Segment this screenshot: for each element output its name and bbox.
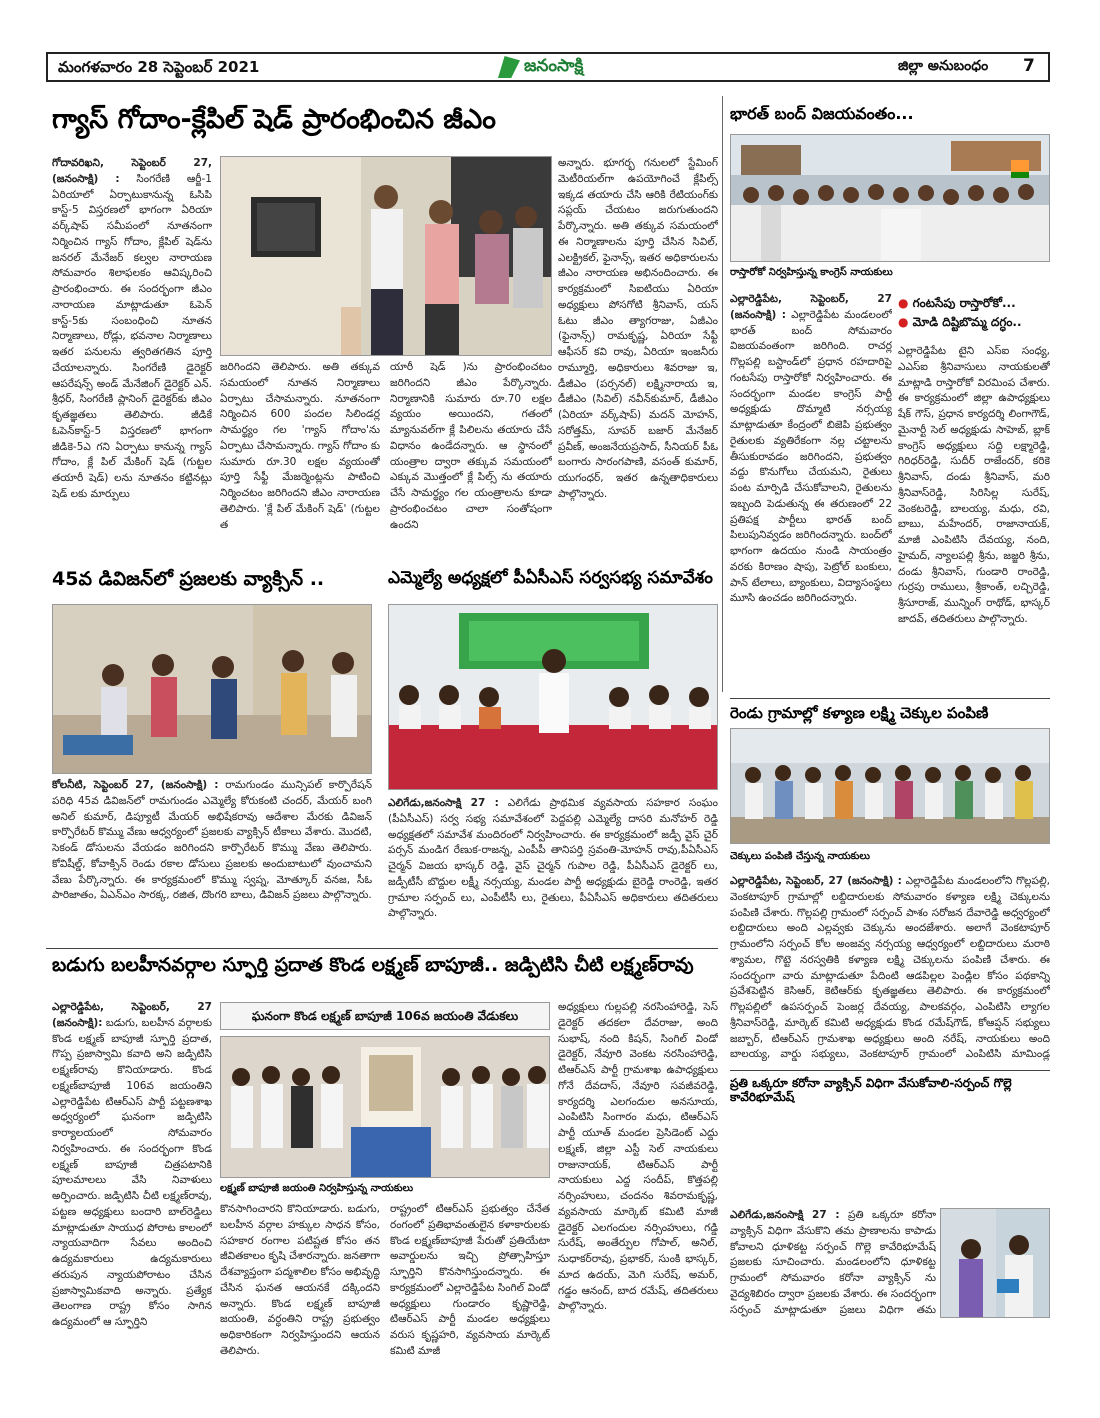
section-divider (730, 1070, 1050, 1071)
story2-highlight-1-text: గంటసేపు రాస్తారోకో... (912, 296, 1016, 310)
section-divider (46, 948, 718, 949)
story6-col4: అధ్యక్షులు గుల్లపల్లి నరసింహారెడ్డి, సెస్ డైరెక్టర్ తదకలా దేవరాజు, అంది సుభాష్, నంది కిషన్, సింగిల్ విండో డైరెక్టర్, నేవూరి వెంకట నరసింహారెడ్డి, టిఆర్ఎస్ పార్టీ గ్రామశాఖ ఉపాధ్యక్షులు గోనే దేవదాస్, నేవూరి సవజీవరెడ్డి, కార్యదర్శి ఎలగందుల అనసూయ, ఎంపిటిసి సింగారం మధు, టిఆర్ఎస్ పార్టీ యూత్ మండల ప్రెసిడెంట్ ఎద్దు లక్ష్మణ్, జిల్లా ఎస్టీ సెల్ నాయకులు రాజునాయక్, టిఆర్ఎస్ పార్టీ నాయకులు ఎద్ద సందీప్, కొత్తపల్లి నర్సింహులు, చందనం శివరామకృష్ణ, వ్యవసాయ మార్కెట్ కమిటి మాజీ డైరెక్టర్ ఎలగందుల నర్సింహులు, గడ్డి సురేష్, అంతేర్పుల గోపాల్, అనిల్, సుధాకర్‌రావు, ప్రభాకర్, సుంకి భాస్కర్, మాద ఉదయ్, మెగి సురేష్, అమర్, గడ్డం ఆనంద్, బాద రమేష్, తదితరులు పాల్గొన్నారు. (558, 1001, 718, 1313)
story3-dateline: కోలనీటి, సెప్టెంబర్ 27, (జనంసాక్షి) : (52, 779, 219, 791)
story5-body (730, 874, 1050, 1064)
story1-col4: అన్నారు. భూగర్భ గనులలో స్టేమింగ్ మెటీరియల్‌గా ఉపయోగించే క్లేపిల్స్ ఇక్కడ తయారు చేసి ఆరికి రేటియంగ్‌కు సప్లయ్ చేయటం జరుగుతుందని పేర్కొన్నారు. అతి తక్కువ సమయంలో ఈ నిర్మాణాలను పూర్తి చేసిన సివిల్, ఎలక్ట్రికల్, ఫైనాన్స్, ఇతర అధికారులను జీఎం నారాయణ అభినందించారు. ఈ కార్యక్రమంలో సిఐటియు ఏరియా అధ్యక్షులు పోసగోటి శ్రీనివాస్, యస్ ఓటు జీఎం త్యాగరాజు, ఏజీఎం (ఫైనాన్స్) రామకృష్ణ, ఏరియా సేఫ్టీ ఆఫీసర్ కవి రావు, ఏరియా ఇంజనీరు రామ్మూర్తి, అధికారులు శివరాజు ఇ, డీజీఎం (పర్సనల్) లక్ష్మినారాయ ఇ, డీజీఎం (సివిల్) నవీన్‌కుమార్, డీజీఎం (ఏరియా వర్క్‌షాప్) మదన్ మోహన్, సరోత్తమ్, సూపర్ బజార్ మేనేజర్ ప్రవీణ్, అంజనేయప్రసాద్, సీనియర్ పీఓ బంగారు సారంగపాణి, వసంత్ కుమార్, యుగంధర్, ఇతర ఉన్నతాధికారులు పాల్గొన్నారు. (558, 157, 718, 500)
story1-photo-image (221, 157, 552, 356)
section-name: జిల్లా అనుబంధం (898, 58, 989, 74)
story1-dateline: గోదావరిఖని, సెప్టెంబర్ 27, (జనంసాక్షి) : (52, 157, 212, 185)
story4-headline: ఎమ్మెల్యే అధ్యక్షలో పీఏసీఎస్ సర్వసభ్య సమావేశం (388, 568, 713, 588)
story1-photo (220, 156, 552, 356)
story6-photo-image (221, 1037, 550, 1178)
story5-headline: రెండు గ్రామాల్లో కళ్యాణ లక్ష్మి చెక్కుల పంపిణి (730, 704, 989, 722)
story6-caption: లక్ష్మణ్ బాపూజీ జయంతి నిర్వహిస్తున్న నాయకులు (220, 1183, 414, 1194)
story4-body (388, 796, 718, 942)
story7-text: ప్రతి ఒక్కరూ కరోనా వ్యాక్సిన్ విధిగా వేసుకొని తమ ప్రాణాలను కాపాడు కోవాలని ధూళికట్ట సర్పంచ్ గొల్లె కావేరిభూమేష్ ప్రజలకు సూచించారు. మండలంలోని ధూళికట్ట గ్రామంలో సోమవారం కరోనా వ్యాక్సిన్ ను వైద్యశిబిరం ద్వారా ప్రజలకు వేశారు. ఈ సందర్భంగా సర్పంచ్ మాట్లాడుతూ ప్రజలు విధిగా తమ (730, 1209, 936, 1316)
story1-col1 (52, 156, 212, 556)
story6-banner: ఘనంగా కొండ లక్ష్మణ్ బాపూజీ 106వ జయంతి వేడుకలు (220, 1002, 550, 1030)
logo-mark-icon (498, 56, 520, 78)
masthead (46, 52, 1050, 82)
story2-highlights (898, 294, 1050, 332)
story6-text-col1: బడుగు, బలహీన వర్గాలకు కొండ లక్ష్మణ్ బాపూజీ స్ఫూర్తి ప్రదాత, గొప్ప ప్రజాస్వామి కవాది అని జడ్పిటిసి లక్ష్మణ్‌రావు కొనియాడారు. కొండ లక్ష్మణ్‌బాపూజీ 106వ జయంతిని ఎల్లారెడ్డిపేట టిఆర్ఎస్ పార్టీ పట్టణశాఖ అధ్వర్యంలో ఘనంగా జడ్పిటిసి కార్యాలయంలో సోమవారం నిర్వహించారు. ఈ సందర్భంగా కొండ లక్ష్మణ్ బాపూజీ చిత్రపటానికి పూలమాలలు వేసి నివాళులు అర్పించారు. జడ్పిటిసి చీటి లక్ష్మణ్‌రావు, పట్టణ అధ్యక్షులు బందారి బాల్‌రెడ్డిలు మాట్లాడుతూ సాయుధ పోరాట కాలంలో న్యాయవాదిగా సేవలు అందించి ఉద్యమకారులు ఉద్యమకారులు తరుపున న్యాయపోరాటం చేసిన ప్రజాస్వామికవాది అన్నారు. ప్రత్యేక తెలంగాణ రాష్ట్ర కోసం సాగిన ఉద్యమంలో ఆ స్ఫూర్తిని (52, 1016, 212, 1328)
story2-photo-image (731, 135, 1050, 262)
story1-col2: జరిగిందని తెలిపారు. అతి తక్కువ సమయంలో నూతన నిర్మాణాలు ఏర్పాటు చేసామన్నారు. నూతనంగా నిర్మించిన 600 పందల సిలిండర్ల సామర్థ్యం గల 'గ్యాస్ గోదాం'ను ఏర్పాటు చేసామన్నారు. గ్యాస్ గోదాం కు సుమారు రూ.30 లక్షల వ్యయంతో పూర్తి సేఫ్టీ మేజర్మెంట్లను పాటించి నిర్మించటం జరిగిందని జీఎం నారాయణ తెలిపారు. 'క్లే పిల్ మేకింగ్ షెడ్' (గుట్టల త (220, 361, 380, 531)
story5-photo-image (731, 729, 1050, 844)
story6-dateline: ఎల్లారెడ్డిపేట, సెప్టెంబర్, 27 (జనంసాక్షి): (52, 1001, 212, 1029)
issue-date: మంగళవారం 28 సెప్టెంబర్ 2021 (58, 58, 260, 76)
story6-col1 (52, 1000, 212, 1410)
story7-dateline: ఎలిగేడు,జనంసాక్షి 27 : (730, 1209, 840, 1221)
story2-text-col1: ఎల్లారెడ్డిపేట మండలంలో భారత్ బంద్ సోమవారం విజయవంతంగా జరిగింది. రాచర్ల గొల్లపల్లి బస్టాండ్‌లో ప్రధాన రహదారిపై గంటసేపు రాస్తారోకో నిర్వహించారు. ఈ సందర్భంగా మండల కాంగ్రెస్ పార్టీ అధ్యక్షుడు దొమ్మాటి నర్సయ్య మాట్లాడుతూ కేంద్రంలో బిజెపి ప్రభుత్వం రైతులకు వ్యతిరేకంగా నల్ల చట్టాలను తీసుకురావడం జరిగిందని, ప్రభుత్వం వద్దు కొనుగోలు చేయమని, రైతులు పంట మార్పిడి చేసుకోవాలని, రైతులను ఇబ్బంది పెడుతున్న ఈ తరుణంలో 22 ప్రతిపక్ష పార్టీలు భారత్ బంద్ పిలుపునివ్వడం జరిగిందన్నారు. బంద్‌లో భాగంగా ఉదయం నుండి సాయంత్రం వరకు కిరాణం షాపు, పెట్రోల్ బంకులు, పాన్ టేలాలు, బ్యాంకులు, విద్యాసంస్థలు మూసి ఉంచడం జరిగిందన్నారు. (730, 308, 892, 605)
newspaper-logo (498, 56, 618, 78)
story5-dateline: ఎల్లారెడ్డిపేట, సెప్టెంబర్, 27 (జనంసాక్షి) : (730, 875, 902, 887)
story6-col3: రాష్ట్రంలో టిఆర్ఎస్ ప్రభుత్వం చేనేత రంగంలో ప్రతిభావంతులైన కళాకారులకు కొండ లక్ష్మణ్‌బాపూజీ పేరుతో ప్రతియేటా అవార్డులను ఇచ్చి ప్రోత్సాహిస్తూ స్ఫూర్తిని కొనసాగిస్తుందన్నారు. ఈ కార్యక్రమంలో ఎల్లారెడ్డిపేట సింగిల్ విండో అధ్యక్షులు గుండారం కృష్ణారెడ్డి, టిఆర్ఎస్ పార్టీ మండల అధ్యక్షులు వరుస కృష్ణహరి, వ్యవసాయ మార్కెట్ కమిటి మాజీ (390, 1203, 550, 1357)
page-number: 7 (1023, 56, 1035, 76)
story1-headline: గ్యాస్ గోదాం-క్లేపిల్ షెడ్ ప్రారంభించిన జీఎం (52, 104, 496, 135)
column-divider (722, 96, 723, 692)
story2-photo (730, 134, 1050, 262)
story4-dateline: ఎలిగేడు,జనంసాక్షి 27 : (388, 797, 499, 809)
section-divider (730, 698, 1050, 699)
story2-highlight-2 (898, 313, 1050, 332)
story2-col1 (730, 292, 892, 692)
story2-dateline: ఎల్లారెడ్డిపేట, సెప్టెంబర్, 27 (జనంసాక్షి) : (730, 293, 892, 321)
story4-photo-image (389, 605, 718, 790)
story4-photo (388, 604, 718, 790)
story3-text: రామగుండం మున్సిపల్ కార్పొరేషన్ పరిధి 45వ డివిజన్‌లో రామగుండం ఎమ్మెల్యే కోరుకంటి చందర్, మేయర్ బంగి అనిల్ కుమార్, డిప్యూటీ మేయర్ అభిషేకరావు ఆదేశాల మేరకు డివిజన్ కార్పొరేటర్ కొమ్ము వేణు ఆధ్వర్యంలో ప్రజలకు వ్యాక్సిన్ టీకాలు వేశారు. మొదటి, సెకండ్ డోసులను వేయడం జరిగిందని కార్పొరేటర్ కొమ్ము వేణు తెలిపారు. కోవిషీల్డ్, కోవాక్సిన్ రెండు రకాల డోసులు ప్రజలకు అందుబాటులో వుంచామని వేణు పేర్కొన్నారు. ఈ కార్యక్రమంలో కొమ్ము స్వప్న, మోత్కూర్ వనజ, సీఓ పారిజాతం, ఏఎన్ఎం సారక్క, రజిత, దొంగరి బాలు, డివిజన్ ప్రజలు పాల్గొన్నారు. (52, 779, 372, 902)
story2-col2: ఎల్లారెడ్డిపేట టైని ఎస్‌ఐ సంధ్య, ఎఎస్‌ఐ శ్రీనివాసులు నాయకులతో మాట్లాడి రాస్తారోకో విరమింప చేశారు. ఈ కార్యక్రమంలో జిల్లా ఉపాధ్యక్షులు షేక్ గౌస్, ప్రధాన కార్యదర్శి లింగాగౌడ్, మైనార్టీ సెల్ అధ్యక్షుడు సాహెబ్, బ్లాక్ కాంగ్రెస్ అధ్యక్షులు సద్ది లక్ష్మారెడ్డి, గిరిధర్‌రెడ్డి, సుదీర్ రాజేందర్, కరికె శ్రీనివాస్, దండు శ్రీనివాస్, మరి శ్రీనివాస్‌రెడ్డి, సిరిసిల్ల సురేష్, వెంకటరెడ్డి, బాలయ్య, మధు, రవి, బాబు, మహేందర్, రాజానాయక్, మాజీ ఎంపిటిసి దేవయ్య, నంది, హైమద్, న్యాలపల్లి శ్రీను, జజ్జరి శ్రీను, దండు శ్రీనివాస్, గుండారి రాంరెడ్డి, గుర్రపు రాములు, శ్రీకాంత్, లచ్చిరెడ్డి, శ్రీసూరాజ్, మున్నింగ్ రాథోడ్, భాస్కర్ జాదవ్, తదితరులు పాల్గొన్నారు. (898, 345, 1050, 625)
story1-col3: యారీ షెడ్ )ను ప్రారంభించటం జరిగిందని జీఎం పేర్కొన్నారు. నిర్మాణానికి సుమారు రూ.70 లక్షల వ్యయం అయిందని, గతంలో మ్యానువల్‌గా క్లే పిలిలను తయారు చేసే విధానం ఉండేదన్నారు. ఆ స్థానంలో యంత్రాల ద్వారా తక్కువ సమయంలో ఎక్కువ మొత్తంలో క్లే పిల్స్ ను తయారు చేసే సామర్థ్యం గల యంత్రాలను కూడా ప్రారంభించటం చాలా సంతోషంగా ఉందని (390, 361, 552, 531)
story2-highlight-2-text: మోడి దిష్టిబొమ్మ దగ్ధం.. (912, 315, 1022, 330)
story2-headline: భారత్ బంద్ విజయవంతం... (730, 104, 914, 123)
bullet-icon: ● (898, 296, 913, 310)
story3-headline: 45వ డివిజన్‌లో ప్రజలకు వ్యాక్సిన్ .. (52, 568, 325, 590)
story6-headline: బడుగు బలహీనవర్గాల స్ఫూర్తి ప్రదాత కొండ లక్ష్మణ్ బాపూజీ.. జడ్పిటిసి చీటి లక్ష్మణ్‌రావు (52, 954, 694, 976)
story3-photo (52, 604, 372, 774)
story4-text: ఎలిగేడు ప్రాథమిక వ్యవసాయ సహకార సంఘం (పీఏసీఎస్) సర్వ సభ్య సమావేశంలో పెద్దపల్లి ఎమ్మెల్యే దాసరి మనోహర్ రెడ్డి అధ్యక్షతలో సమావేశ మందిరంలో నిర్వహించారు. ఈ కార్యక్రమంలో జడ్పీ వైస్ చైర్ పర్సన్ మండిగ రేణుక-రాజన్న, ఎంపీపీ తానిపర్తి స్రవంతి-మోహన్ రావు,పీఏసీఎస్ చైర్మన్ విజయ భాస్కర్ రెడ్డి, వైస్ చైర్మన్ గుపాల రెడ్డి, పీఏసీఎస్ డైరెక్టర్ లు, జడ్పీటీసీ బొద్దుల లక్ష్మీ నర్సయ్య, మండల పార్టీ అధ్యక్షుడు బైరెడ్డి రాంరెడ్డి, ఇతర గ్రామాల సర్పంచ్ లు, ఎంపీటీసీ లు, రైతులు, పీఏసీఎస్ అధికారులు తదితరులు పాల్గొన్నారు. (388, 797, 718, 920)
story5-text: ఎల్లారెడ్డిపేట మండలంలోని గొల్లపల్లి, వెంకటాపూర్ గ్రామాల్లో లబ్దిదారులకు సోమవారం కళ్యాణ లక్ష్మి చెక్కులను పంపిణి చేశారు. గొల్లపల్లి గ్రామంలో సర్పంచ్ పాశం సరోజన దేవారెడ్డి అధ్వర్యంలో లబ్దిదారులు అంది ఎల్లవ్వకు చెక్కును అందజేశారు. అలాగే వెంకటాపూర్ గ్రామంలోని సర్పంచ్ కోల అంజవ్వ నర్సయ్య ఆధ్వర్యంలో లబ్దిదారులు మరాఠి శ్యామల, గొట్టె నరస్వతికి కళ్యాణ లక్ష్మి చెక్కులను పంపిణి చేశారు. ఈ సందర్భంగా వారు మాట్లాడుతూ పేదింటి ఆడపిల్లల పెండ్లిల కోసం పథకాన్ని ప్రవేశపెట్టిన కెసిఆర్, కెటిఆర్‌కు కృతజ్ఞతలు తెలిపారు. ఈ కార్యక్రమంలో గొల్లపల్లిలో ఉపసర్పంచ్ పెంజర్ల దేవయ్య, పాలకవర్గం, ఎంపిటిసి ల్యాగల శ్రీనివాస్‌రెడ్డి, మార్కెట్ కమిటి అధ్యక్షుడు కొండ రమేష్‌గౌడ్, కోఆప్షన్ సభ్యులు జబ్బార్, టిఆర్ఎస్ గ్రామశాఖ అధ్యక్షులు అంది నరేష్, నాయకులు అంది బాలయ్య, వార్డు సభ్యులు, వెంకటాపూర్ గ్రామంలో ఎంపిటిసి మామిండ్ల (730, 875, 1050, 1061)
story6-col2: కొనసాగించారని కొనియాడారు. బడుగు, బలహీన వర్గాల హక్కుల సాధన కోసం, సహకార రంగాల పటిష్టత కోసం తన జీవితకాలం కృషి చేశారన్నారు. జనతాగా దేశవ్యాప్తంగా పద్మశాలిల కోసం అభివృద్ధి చేసిన ఘనత ఆయనకే దక్కిందని అన్నారు. కొండ లక్ష్మణ్ బాపూజీ జయంతి, వర్ధంతిని రాష్ట్ర ప్రభుత్వం అధికారికంగా నిర్వహిస్తుందని ఆయన తెలిపారు. (220, 1203, 380, 1357)
bullet-icon: ● (898, 315, 913, 330)
story2-highlight-1 (898, 294, 1050, 313)
story6-photo (220, 1036, 550, 1178)
story2-caption: రాస్తారోకో నిర్వహిస్తున్న కాంగ్రెస్ నాయకులు (730, 267, 893, 278)
story1-text-col1: సింగరేణి ఆర్జీ-1 ఏరియాలో ఏర్పాటుకానున్న ఓసిపి కాస్ట్-5 విస్తరణలో భాగంగా ఏరియా వర్క్‌షాప్ సమీపంలో నూతనంగా నిర్మించిన గ్యాస్ గోదాం, క్లేపిల్ షెడ్‌ను జనరల్ మేనేజర్ కల్వల నారాయణ సోమవారం శిలాఫలకం ఆవిష్కరించి ప్రారంభించారు. ఈ సందర్భంగా జీఎం నారాయణ మాట్లాడుతూ ఓపెన్ కాస్ట్-5కు సంబంధించి నూతన నిర్మాణాలు, రోడ్లు, భవనాల నిర్మాణాలు ఇతర పనులను త్వరితగతిన పూర్తి చేయాలన్నారు. సింగరేణి డైరెక్టర్ ఆపరేషన్స్ అండ్ మేనేజింగ్ డైరెక్టర్ ఎన్. శ్రీధర్, సింగరేణి ప్లానింగ్ డైరెక్టర్‌కు జీఎం కృతజ్ఞతలు తెలిపారు. జీడికే ఓపెన్‌కాస్ట్-5 విస్తరణలో భాగంగా జీడికె-5ఎ గని ఏర్పాటు కానున్న గ్యాస్ గోదాం, క్లే పిల్ మేకింగ్ షెడ్ (గుట్టల తయారీ షెడ్) లను నూతనం కట్టినట్లు షెడ్ లకు మార్పులు (52, 172, 212, 500)
story7-photo (940, 1208, 1050, 1318)
story5-caption: చెక్కులు పంపిణి చేస్తున్న నాయకులు (730, 851, 870, 862)
story7-photo-image (941, 1209, 1050, 1318)
logo-text: జనంసాక్షి (524, 56, 584, 76)
story5-photo (730, 728, 1050, 844)
story3-body (52, 778, 372, 938)
story7-headline: ప్రతి ఒక్కరూ కరోనా వ్యాక్సిన్ విధిగా వేసుకోవాలి-సర్పంచ్ గొల్లె కావేరిభూమేష్ (730, 1076, 1012, 1105)
story3-photo-image (53, 605, 372, 774)
story7-body-top (730, 1208, 936, 1318)
